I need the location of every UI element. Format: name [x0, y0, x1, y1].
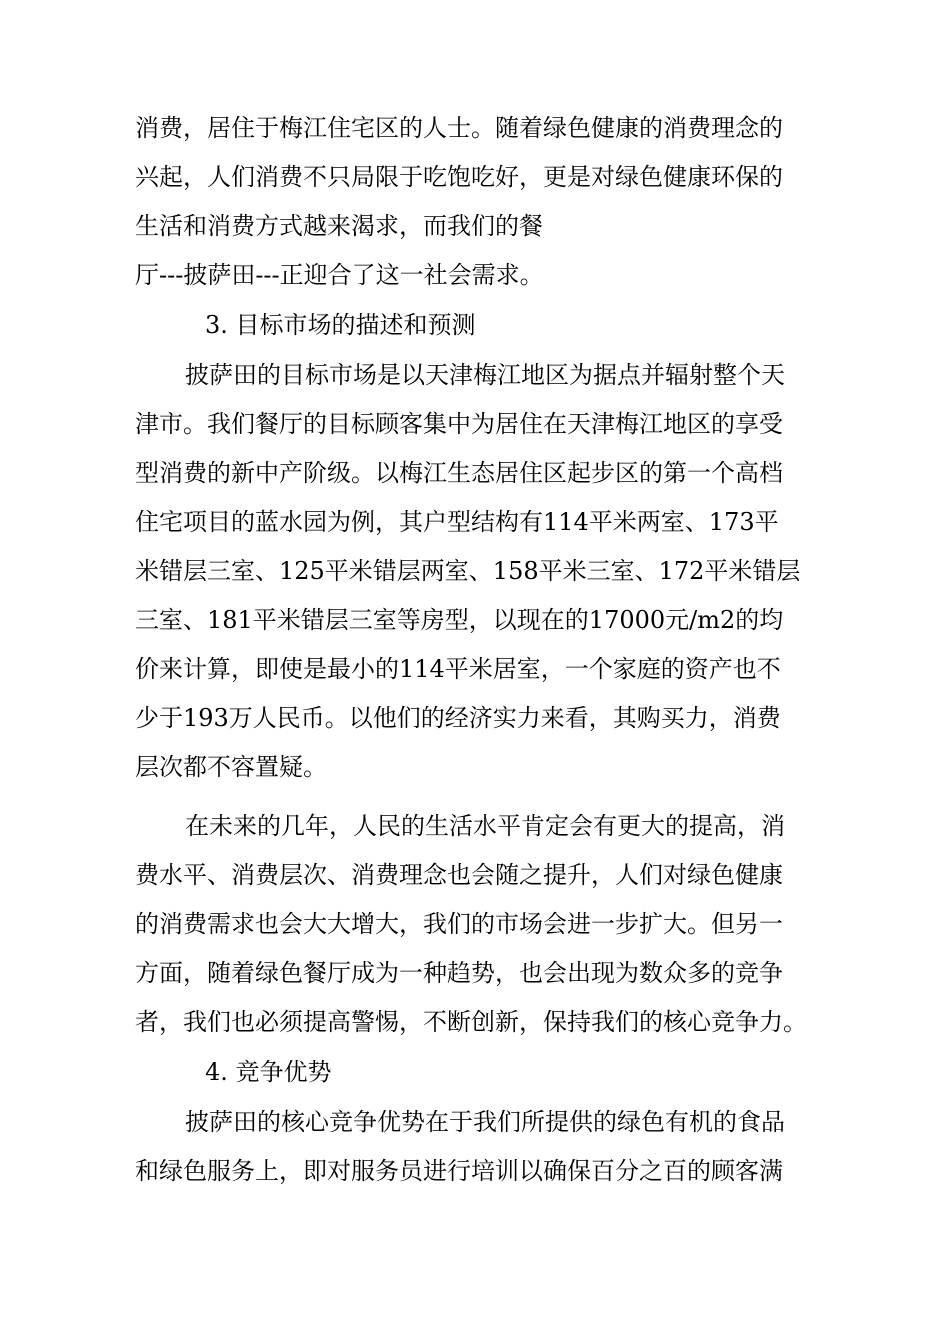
text-line: 米错层三室、125平米错层两室、158平米三室、172平米错层 — [135, 557, 801, 585]
text-line: 消费，居住于梅江住宅区的人士。随着绿色健康的消费理念的 — [135, 114, 783, 142]
text-line: 和绿色服务上，即对服务员进行培训以确保百分之百的顾客满 — [135, 1157, 783, 1185]
text-line: 价来计算，即使是最小的114平米居室，一个家庭的资产也不 — [135, 655, 781, 683]
text-line: 厅---披萨田---正迎合了这一社会需求。 — [135, 261, 544, 289]
text-line: 的消费需求也会大大增大，我们的市场会进一步扩大。但另一 — [135, 910, 783, 938]
text-line: 型消费的新中产阶级。以梅江生态居住区起步区的第一个高档 — [135, 459, 783, 487]
text-line: 方面，随着绿色餐厅成为一种趋势，也会出现为数众多的竞争 — [135, 959, 783, 987]
text-line: 少于193万人民币。以他们的经济实力来看，其购买力，消费 — [135, 704, 781, 732]
text-line: 披萨田的目标市场是以天津梅江地区为据点并辐射整个天 — [185, 361, 785, 389]
text-line: 生活和消费方式越来渴求，而我们的餐 — [135, 212, 543, 240]
text-line: 层次都不容置疑。 — [135, 753, 327, 781]
text-line: 三室、181平米错层三室等房型，以现在的17000元/m2的均 — [135, 606, 784, 634]
section-heading: 3. 目标市场的描述和预测 — [205, 311, 476, 339]
text-line: 兴起，人们消费不只局限于吃饱吃好，更是对绿色健康环保的 — [135, 163, 783, 191]
section-heading: 4. 竞争优势 — [205, 1058, 332, 1086]
text-line: 住宅项目的蓝水园为例，其户型结构有114平米两室、173平 — [135, 508, 779, 536]
text-line: 在未来的几年，人民的生活水平肯定会有更大的提高，消 — [185, 812, 785, 840]
text-line: 披萨田的核心竞争优势在于我们所提供的绿色有机的食品 — [185, 1108, 785, 1136]
text-line: 津市。我们餐厅的目标顾客集中为居住在天津梅江地区的享受 — [135, 410, 783, 438]
text-line: 费水平、消费层次、消费理念也会随之提升，人们对绿色健康 — [135, 861, 783, 889]
text-line: 者，我们也必须提高警惕，不断创新，保持我们的核心竞争力。 — [135, 1008, 807, 1036]
